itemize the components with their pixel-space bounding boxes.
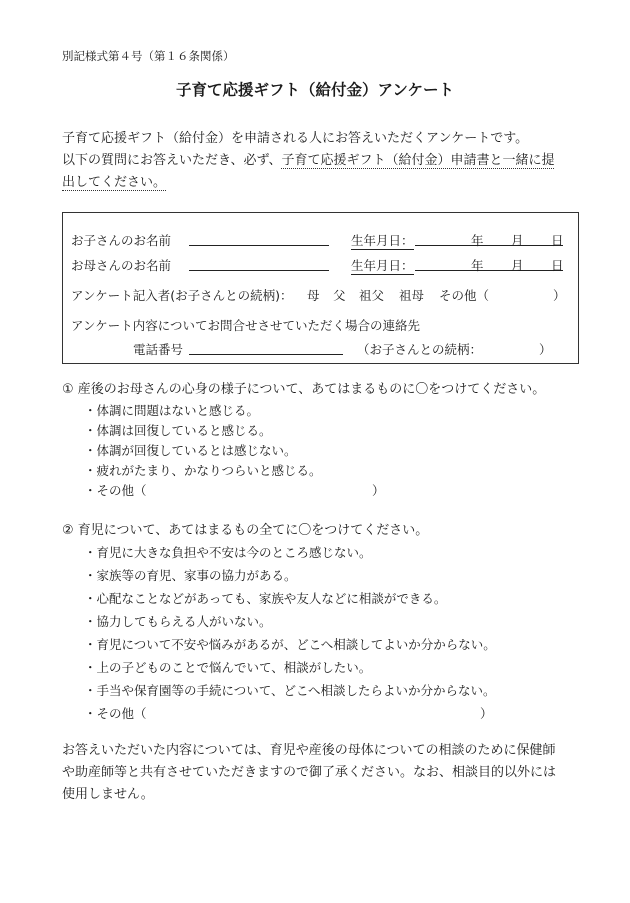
relation-close: ） bbox=[539, 342, 552, 357]
q2-option-2[interactable]: ・家族等の育児、家事の協力がある。 bbox=[84, 568, 297, 583]
intro-underlined-text: 子育て応援ギフト（給付金）申請書と一緒に提 bbox=[281, 153, 555, 168]
question-1 bbox=[62, 378, 545, 397]
mother-birthdate-field[interactable] bbox=[415, 256, 563, 271]
child-year-label: 年 bbox=[471, 233, 484, 248]
question-2 bbox=[62, 519, 428, 538]
child-month-label: 月 bbox=[511, 233, 524, 248]
child-name-label: お子さんのお名前 bbox=[71, 233, 172, 248]
question-1-text: 産後のお母さんの心身の様子について、あてはまるものに〇をつけてください。 bbox=[77, 382, 546, 397]
question-1-number: ① bbox=[62, 382, 74, 397]
intro-line-2-text: 以下の質問にお答えいただき、必ず、 bbox=[62, 153, 282, 168]
respondent-option-grandmother[interactable]: 祖母 bbox=[399, 288, 425, 303]
question-2-number: ② bbox=[62, 523, 74, 538]
respondent-row bbox=[71, 286, 293, 304]
child-birthdate-field[interactable] bbox=[415, 231, 563, 246]
q1-option-4[interactable]: ・疲れがたまり、かなりつらいと感じる。 bbox=[84, 463, 322, 478]
intro-line-2 bbox=[62, 150, 554, 172]
respondent-label: アンケート記入者(お子さんとの続柄)： bbox=[71, 288, 293, 303]
phone-field[interactable] bbox=[189, 340, 343, 355]
contact-label: アンケート内容についてお問合せさせていただく場合の連絡先 bbox=[71, 318, 421, 333]
q2-option-other[interactable]: ・その他（ bbox=[84, 706, 147, 721]
form-reference: 別記様式第４号（第１６条関係） bbox=[62, 49, 235, 63]
closing-note bbox=[62, 740, 556, 806]
mother-birthdate-label: 生年月日： bbox=[351, 258, 414, 273]
q1-option-1[interactable]: ・体調に問題はないと感じる。 bbox=[84, 403, 260, 418]
q2-option-7[interactable]: ・手当や保育園等の手続について、どこへ相談したらよいか分からない。 bbox=[84, 683, 496, 698]
applicant-info-box bbox=[62, 212, 579, 364]
child-name-field[interactable] bbox=[189, 231, 329, 246]
respondent-option-grandfather[interactable]: 祖父 bbox=[359, 288, 385, 303]
mother-month-label: 月 bbox=[511, 258, 524, 273]
closing-line-1: お答えいただいた内容については、育児や産後の母体についての相談のために保健師 bbox=[62, 743, 556, 758]
mother-year-label: 年 bbox=[471, 258, 484, 273]
respondent-option-other[interactable]: その他（ bbox=[439, 288, 490, 303]
mother-name-field[interactable] bbox=[189, 256, 329, 271]
q2-option-4[interactable]: ・協力してもらえる人がいない。 bbox=[84, 614, 272, 629]
q1-option-2[interactable]: ・体調は回復していると感じる。 bbox=[84, 423, 272, 438]
child-birthdate-label: 生年月日： bbox=[351, 233, 414, 248]
q1-option-other[interactable]: ・その他（ bbox=[84, 483, 147, 498]
q2-option-3[interactable]: ・心配なことなどがあっても、家族や友人などに相談ができる。 bbox=[84, 591, 447, 606]
phone-label: 電話番号 bbox=[133, 342, 184, 357]
mother-name-row bbox=[71, 256, 171, 274]
intro-line-1: 子育て応援ギフト（給付金）を申請される人にお答えいただくアンケートです。 bbox=[62, 131, 529, 146]
question-2-text: 育児について、あてはまるもの全てに〇をつけてください。 bbox=[77, 523, 429, 538]
q2-option-5[interactable]: ・育児について不安や悩みがあるが、どこへ相談してよいか分からない。 bbox=[84, 637, 496, 652]
q2-option-6[interactable]: ・上の子どものことで悩んでいて、相談がしたい。 bbox=[84, 660, 372, 675]
q1-other-close: ） bbox=[372, 483, 385, 498]
child-name-row bbox=[71, 231, 171, 249]
page-title: 子育て応援ギフト（給付金）アンケート bbox=[175, 81, 455, 99]
q2-other-close: ） bbox=[480, 706, 493, 721]
q1-option-3[interactable]: ・体調が回復しているとは感じない。 bbox=[84, 443, 297, 458]
respondent-other-close: ） bbox=[553, 288, 566, 303]
closing-line-3: 使用しません。 bbox=[62, 787, 154, 802]
respondent-option-father[interactable]: 父 bbox=[333, 288, 346, 303]
relation-label: （お子さんとの続柄： bbox=[357, 342, 483, 357]
intro-line-3-text: 出してください。 bbox=[62, 175, 167, 190]
q2-option-1[interactable]: ・育児に大きな負担や不安は今のところ感じない。 bbox=[84, 545, 372, 560]
mother-day-label: 日 bbox=[551, 258, 564, 273]
closing-line-2: や助産師等と共有させていただきますので御了承ください。なお、相談目的以外には bbox=[62, 765, 557, 780]
child-day-label: 日 bbox=[551, 233, 564, 248]
mother-name-label: お母さんのお名前 bbox=[71, 258, 172, 273]
respondent-option-mother[interactable]: 母 bbox=[307, 288, 320, 303]
intro-line-3 bbox=[62, 172, 554, 194]
intro-text bbox=[62, 128, 554, 194]
